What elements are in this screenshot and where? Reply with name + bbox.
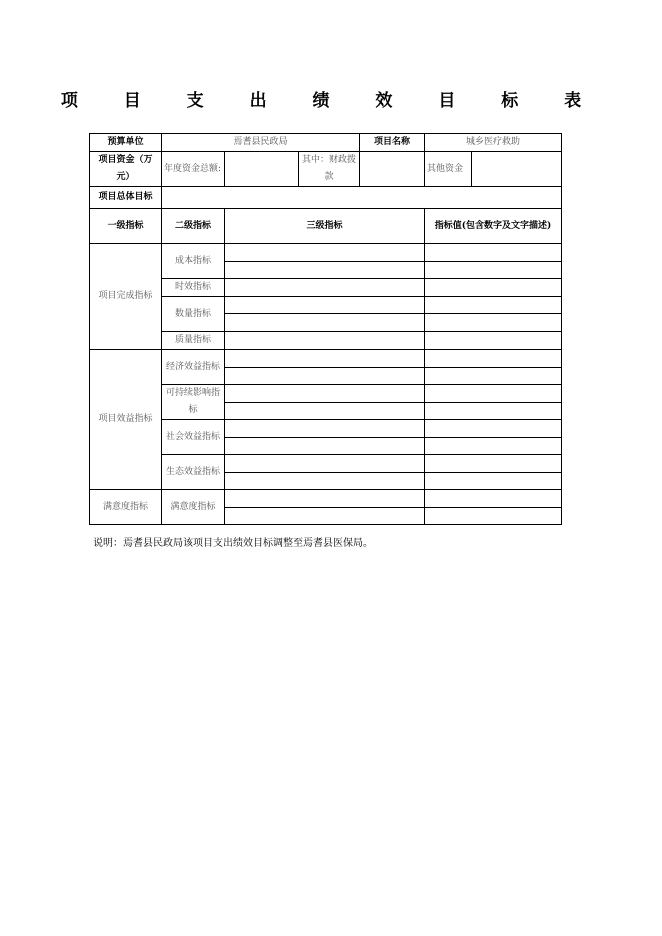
sustainable-impact-label: 可持续影响指标 (162, 385, 225, 420)
column-level3: 三级指标 (225, 209, 425, 244)
cost-indicator-label: 成本指标 (162, 244, 225, 279)
value-cell (425, 368, 562, 385)
level3-cell (225, 385, 425, 403)
value-cell (425, 438, 562, 455)
satisfaction-sub-label: 满意度指标 (162, 490, 225, 525)
annual-total-label: 年度资金总额: (162, 152, 225, 187)
fiscal-allocation-label: 其中：财政拨款 (299, 152, 360, 187)
other-funds-label: 其他资金 (425, 152, 472, 187)
value-cell (425, 473, 562, 490)
level3-cell (225, 279, 425, 297)
level3-cell (225, 455, 425, 473)
level3-cell (225, 508, 425, 525)
value-cell (425, 350, 562, 368)
level3-cell (225, 403, 425, 420)
budget-unit-label: 预算单位 (90, 134, 162, 152)
value-cell (425, 262, 562, 279)
level3-cell (225, 314, 425, 332)
level3-cell (225, 332, 425, 350)
value-cell (425, 244, 562, 262)
value-cell (425, 297, 562, 314)
value-cell (425, 508, 562, 525)
annual-total-value (225, 152, 299, 187)
social-benefit-label: 社会效益指标 (162, 420, 225, 455)
project-name-value: 城乡医疗救助 (425, 134, 562, 152)
time-indicator-label: 时效指标 (162, 279, 225, 297)
completion-indicator-label: 项目完成指标 (90, 244, 162, 350)
level3-cell (225, 262, 425, 279)
performance-target-table (89, 133, 562, 525)
level3-cell (225, 368, 425, 385)
column-level1: 一级指标 (90, 209, 162, 244)
level3-cell (225, 473, 425, 490)
other-funds-value (472, 152, 562, 187)
level3-cell (225, 244, 425, 262)
value-cell (425, 490, 562, 508)
page-title: 项 目 支 出 绩 效 目 标 表 (60, 91, 602, 111)
budget-unit-value: 焉耆县民政局 (162, 134, 360, 152)
project-name-label: 项目名称 (360, 134, 425, 152)
benefit-indicator-label: 项目效益指标 (90, 350, 162, 490)
level3-cell (225, 438, 425, 455)
footnote: 说明：焉耆县民政局该项目支出绩效目标调整至焉耆县医保局。 (93, 538, 373, 549)
level3-cell (225, 297, 425, 314)
value-cell (425, 332, 562, 350)
value-cell (425, 279, 562, 297)
overall-goal-value (162, 187, 562, 209)
value-cell (425, 420, 562, 438)
value-cell (425, 403, 562, 420)
satisfaction-indicator-label: 满意度指标 (90, 490, 162, 525)
level3-cell (225, 420, 425, 438)
quantity-indicator-label: 数量指标 (162, 297, 225, 332)
column-indicator-value: 指标值(包含数字及文字描述) (425, 209, 562, 244)
value-cell (425, 314, 562, 332)
level3-cell (225, 350, 425, 368)
economic-benefit-label: 经济效益指标 (162, 350, 225, 385)
fiscal-allocation-value (360, 152, 425, 187)
overall-goal-label: 项目总体目标 (90, 187, 162, 209)
column-level2: 二级指标 (162, 209, 225, 244)
project-funds-label: 项目资金（万元） (90, 152, 162, 187)
ecological-benefit-label: 生态效益指标 (162, 455, 225, 490)
value-cell (425, 385, 562, 403)
level3-cell (225, 490, 425, 508)
quality-indicator-label: 质量指标 (162, 332, 225, 350)
value-cell (425, 455, 562, 473)
